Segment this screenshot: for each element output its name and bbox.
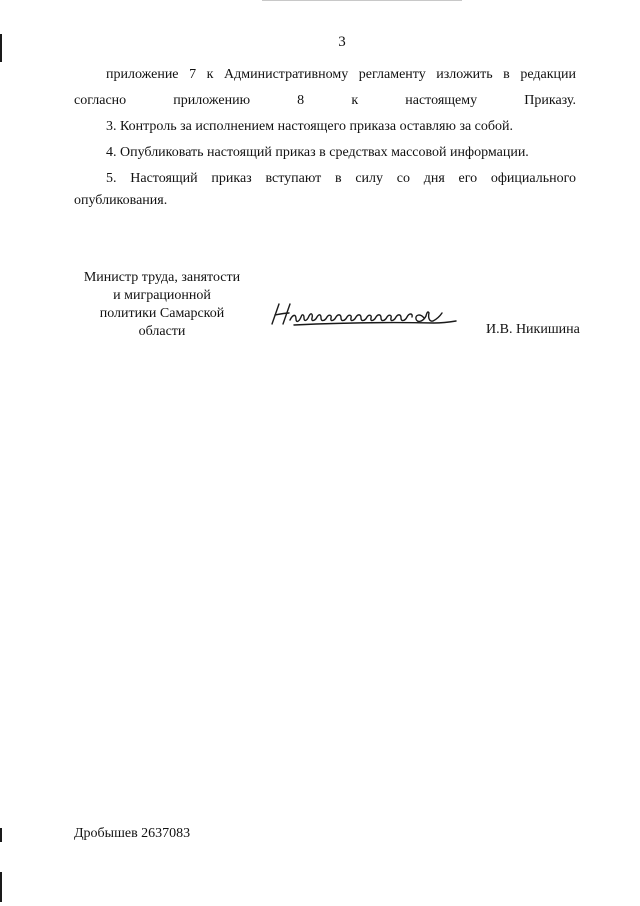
scan-edge-mark <box>0 828 2 842</box>
signer-position-line: и миграционной <box>113 288 211 303</box>
paragraph-appendix-7: приложение 7 к Административному регламенту изложить в редакции согласно приложению 8 к настоящему Приказу. <box>74 67 576 108</box>
signer-position-line: политики Самарской <box>99 306 225 321</box>
paragraph-5-effective: 5. Настоящий приказ вступают в силу со дня его официального опубликования. <box>74 171 576 208</box>
executor-contact: Дробышев 2637083 <box>74 826 191 841</box>
scan-edge-mark <box>0 872 2 902</box>
paragraph-4-publish: 4. Опубликовать настоящий приказ в средствах массовой информации. <box>106 145 529 160</box>
paragraph-3-control: 3. Контроль за исполнением настоящего приказа оставляю за собой. <box>106 119 514 134</box>
signer-position <box>64 269 260 341</box>
handwritten-signature-icon <box>266 298 462 332</box>
page-number: 3 <box>338 34 346 50</box>
document-body <box>74 62 576 212</box>
signer-position-line: Министр труда, занятости <box>83 270 241 285</box>
signer-position-line: области <box>138 324 186 339</box>
scan-edge-top <box>262 0 462 1</box>
signer-name: И.В. Никишина <box>486 322 580 337</box>
